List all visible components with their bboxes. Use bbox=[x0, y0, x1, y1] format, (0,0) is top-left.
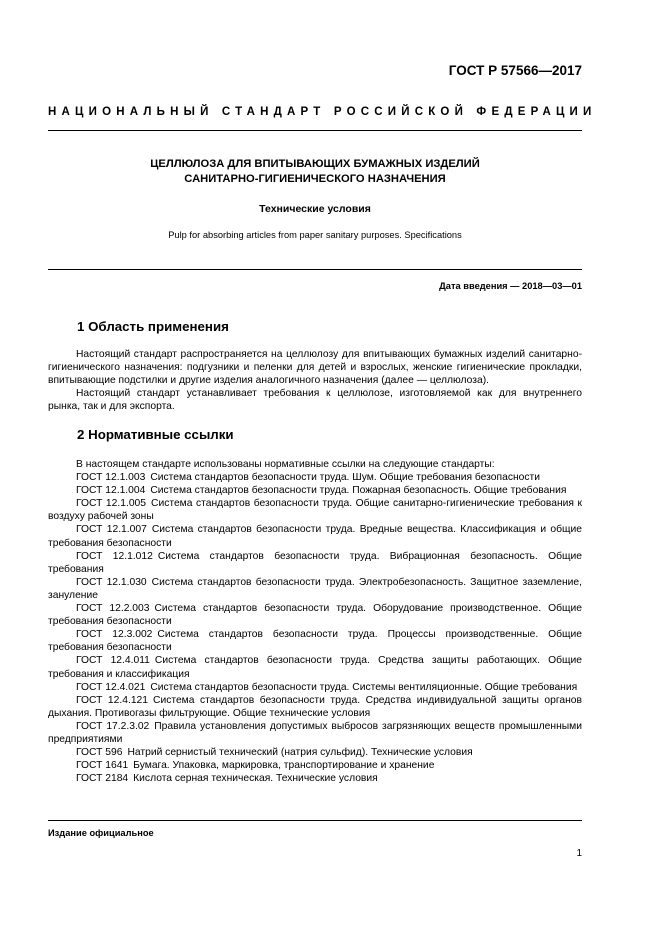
reference-text: Система стандартов безопасности труда. Вибрационная безопасность. Общие требования bbox=[48, 550, 582, 575]
reference-item bbox=[48, 471, 582, 484]
reference-text: Система стандартов безопасности труда. Системы вентиляционные. Общие требования bbox=[150, 681, 578, 693]
gost-number: ГОСТ Р 57566—2017 bbox=[448, 63, 582, 78]
reference-text: Правила установления допустимых выбросов загрязняющих веществ промышленными предприятиями bbox=[48, 720, 582, 745]
reference-item bbox=[48, 759, 582, 772]
reference-item bbox=[48, 550, 582, 576]
reference-code: ГОСТ 17.2.3.02 bbox=[76, 720, 150, 732]
normative-references bbox=[48, 458, 582, 785]
reference-code: ГОСТ 12.1.003 bbox=[76, 472, 146, 484]
reference-text: Система стандартов безопасности труда. Пожарная безопасность. Общие требования bbox=[150, 485, 567, 497]
reference-text: Система стандартов безопасности труда. Процессы производственные. Общие требования безопасности bbox=[48, 629, 582, 654]
reference-item bbox=[48, 602, 582, 628]
section-1-paragraph: Настоящий стандарт распространяется на целлюлозу для впитывающих бумажных изделий санитарно-гигиенического назначения: подгузники и пеленки для детей и взрослых, женские гигиенические прокладки, впитывающие подстилки и другие изделия аналогичного назначения (далее — целлюлоза). bbox=[48, 349, 582, 387]
reference-text: Система стандартов безопасности труда. Вредные вещества. Классификация и общие требования безопасности bbox=[48, 524, 582, 549]
reference-item bbox=[48, 497, 582, 523]
reference-code: ГОСТ 12.1.007 bbox=[76, 524, 147, 536]
title-line-1: ЦЕЛЛЮЛОЗА ДЛЯ ВПИТЫВАЮЩИХ БУМАЖНЫХ ИЗДЕЛИЙ bbox=[150, 158, 480, 170]
reference-code: ГОСТ 12.4.011 bbox=[76, 655, 150, 667]
introduction-date: Дата введения — 2018—03—01 bbox=[439, 281, 582, 291]
reference-text: Система стандартов безопасности труда. Средства индивидуальной защиты органов дыхания. Противогазы фильтрующие. Общие технические условия bbox=[48, 694, 582, 719]
reference-item bbox=[48, 746, 582, 759]
english-title: Pulp for absorbing articles from paper sanitary purposes. Specifications bbox=[168, 230, 462, 240]
reference-code: ГОСТ 2184 bbox=[76, 773, 129, 785]
section-1-paragraph: Настоящий стандарт устанавливает требования к целлюлозе, изготовляемой как для внутреннего рынка, так и для экспорта. bbox=[48, 388, 582, 413]
reference-item bbox=[48, 681, 582, 694]
reference-code: ГОСТ 12.1.030 bbox=[76, 576, 147, 588]
reference-text: Система стандартов безопасности труда. Средства защиты работающих. Общие требования и классификация bbox=[48, 655, 582, 680]
reference-item bbox=[48, 694, 582, 720]
reference-item bbox=[48, 523, 582, 549]
reference-code: ГОСТ 12.1.004 bbox=[76, 485, 146, 497]
reference-item bbox=[48, 654, 582, 680]
reference-text: Система стандартов безопасности труда. Общие санитарно-гигиенические требования к воздуху рабочей зоны bbox=[48, 498, 582, 523]
national-standard-banner: НАЦИОНАЛЬНЫЙ СТАНДАРТ РОССИЙСКОЙ ФЕДЕРАЦИИ bbox=[48, 106, 597, 118]
reference-item bbox=[48, 484, 582, 497]
document-title bbox=[48, 157, 582, 186]
reference-item bbox=[48, 576, 582, 602]
page-number: 1 bbox=[576, 848, 582, 859]
reference-code: ГОСТ 12.3.002 bbox=[76, 629, 153, 641]
reference-code: ГОСТ 12.4.021 bbox=[76, 681, 146, 693]
references-intro: В настоящем стандарте использованы нормативные ссылки на следующие стандарты: bbox=[76, 459, 495, 470]
reference-text: Система стандартов безопасности труда. Электробезопасность. Защитное заземление, зануление bbox=[48, 576, 582, 601]
reference-text: Система стандартов безопасности труда. Оборудование производственное. Общие требования безопасности bbox=[48, 603, 582, 628]
reference-code: ГОСТ 1641 bbox=[76, 760, 129, 772]
reference-text: Система стандартов безопасности труда. Шум. Общие требования безопасности bbox=[150, 472, 540, 484]
reference-item bbox=[48, 720, 582, 746]
title-line-2: САНИТАРНО-ГИГИЕНИЧЕСКОГО НАЗНАЧЕНИЯ bbox=[184, 172, 446, 185]
reference-code: ГОСТ 12.4.121 bbox=[76, 694, 149, 706]
reference-code: ГОСТ 12.1.012 bbox=[76, 550, 153, 562]
reference-text: Натрий сернистый технический (натрия сульфид). Технические условия bbox=[127, 747, 473, 759]
reference-text: Бумага. Упаковка, маркировка, транспортирование и хранение bbox=[133, 760, 435, 772]
reference-code: ГОСТ 596 bbox=[76, 747, 123, 759]
title-rule bbox=[48, 269, 582, 270]
header-rule bbox=[48, 130, 582, 131]
section-1-heading: 1 Область применения bbox=[77, 319, 229, 334]
reference-code: ГОСТ 12.2.003 bbox=[76, 603, 150, 615]
reference-item bbox=[48, 628, 582, 654]
reference-text: Кислота серная техническая. Технические условия bbox=[133, 773, 378, 785]
reference-code: ГОСТ 12.1.005 bbox=[76, 498, 147, 510]
reference-item bbox=[48, 772, 582, 785]
footer-rule bbox=[48, 820, 582, 821]
official-edition-label: Издание официальное bbox=[48, 828, 154, 838]
document-subtitle: Технические условия bbox=[259, 203, 371, 215]
section-1-body bbox=[48, 348, 582, 413]
section-2-heading: 2 Нормативные ссылки bbox=[77, 427, 234, 442]
